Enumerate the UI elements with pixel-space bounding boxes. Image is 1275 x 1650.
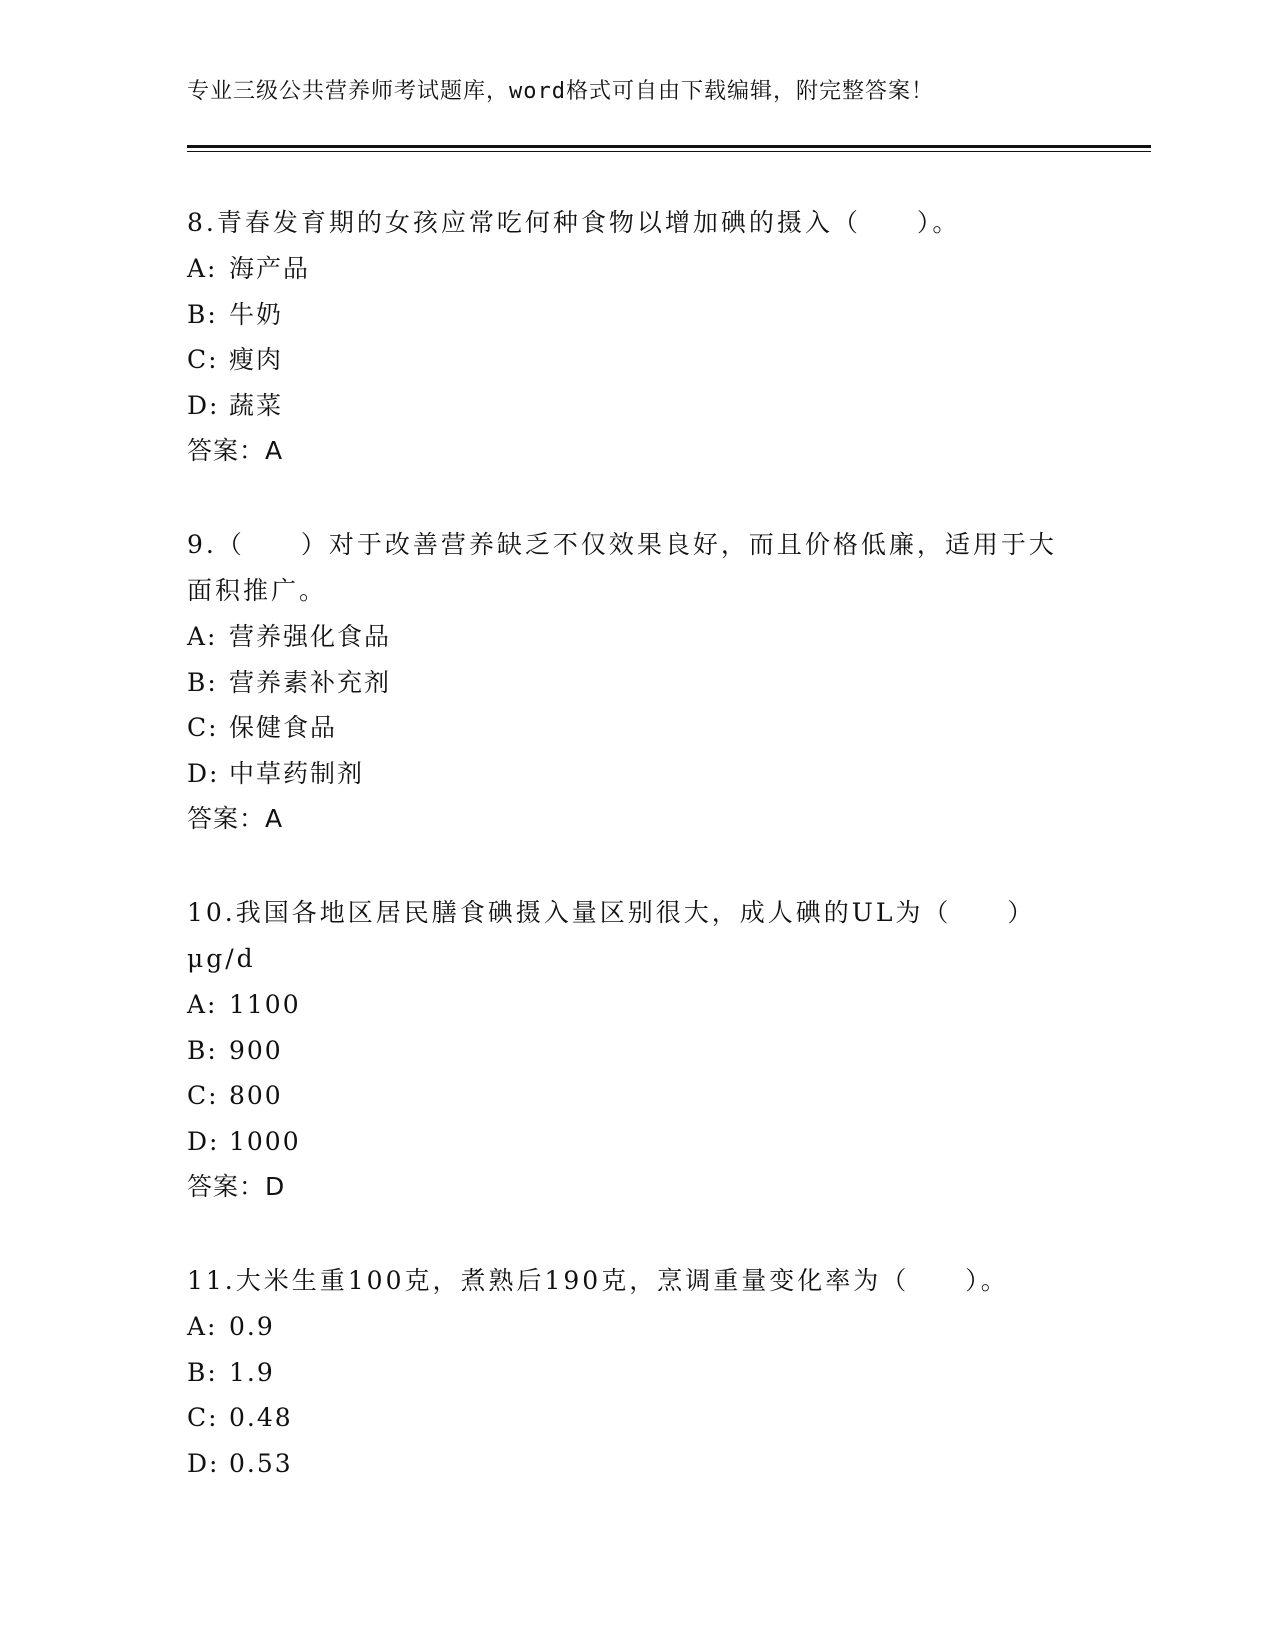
option-letter: C: (187, 713, 219, 742)
question-11 (187, 1258, 1067, 1486)
option-text: 中草药制剂 (229, 758, 365, 788)
header-rule-thick (187, 145, 1151, 148)
option-letter: A: (187, 622, 218, 651)
option-letter: C: (187, 1403, 219, 1432)
option-c (187, 337, 1067, 383)
option-letter: D: (187, 1126, 220, 1156)
option-b (187, 292, 1067, 338)
option-text: 1100 (229, 990, 301, 1019)
option-letter: D: (187, 758, 220, 788)
option-d (187, 383, 1067, 429)
option-letter: C: (187, 345, 219, 374)
option-letter: B: (187, 1357, 218, 1387)
question-8 (187, 200, 1067, 474)
option-text: 营养强化食品 (229, 622, 392, 651)
option-text: 蔬菜 (229, 390, 284, 420)
question-stem: 10.我国各地区居民膳食碘摄入量区别很大，成人碘的UL为（ ）μg/d (187, 898, 1036, 973)
option-letter: A: (187, 1312, 218, 1341)
option-d (187, 1119, 1067, 1165)
option-letter: B: (187, 667, 218, 697)
header-rule-thin (187, 151, 1151, 152)
option-text: 营养素补充剂 (229, 667, 392, 697)
option-letter: B: (187, 1035, 218, 1065)
option-text: 0.53 (229, 1448, 293, 1478)
option-text: 0.48 (229, 1403, 293, 1432)
option-text: 1000 (229, 1126, 301, 1156)
question-list (187, 200, 1067, 1534)
question-9 (187, 522, 1067, 842)
option-c (187, 1395, 1067, 1441)
option-b (187, 1350, 1067, 1396)
option-text: 1.9 (229, 1357, 275, 1387)
option-text: 0.9 (229, 1312, 275, 1341)
option-text: 900 (229, 1035, 283, 1065)
option-text: 牛奶 (229, 299, 284, 329)
answer-line: 答案：A (187, 436, 284, 465)
option-a (187, 614, 1067, 660)
option-b (187, 1028, 1067, 1074)
question-stem: 9.（ ）对于改善营养缺乏不仅效果良好，而且价格低廉，适用于大面积推广。 (187, 530, 1057, 605)
page-header: 专业三级公共营养师考试题库，word格式可自由下载编辑，附完整答案！ (187, 79, 934, 104)
answer-line: 答案：A (187, 804, 284, 833)
question-10 (187, 890, 1067, 1210)
answer-line: 答案：D (187, 1172, 286, 1201)
option-text: 瘦肉 (229, 345, 284, 374)
option-c (187, 705, 1067, 751)
question-stem: 8.青春发育期的女孩应常吃何种食物以增加碘的摄入（ ）。 (187, 208, 961, 237)
option-d (187, 751, 1067, 797)
option-c (187, 1073, 1067, 1119)
option-letter: D: (187, 1448, 220, 1478)
option-text: 海产品 (229, 254, 311, 283)
option-letter: D: (187, 390, 220, 420)
option-b (187, 660, 1067, 706)
option-a (187, 1304, 1067, 1350)
option-letter: C: (187, 1081, 219, 1110)
question-stem: 11.大米生重100克，煮熟后190克，烹调重量变化率为（ ）。 (187, 1266, 1009, 1295)
option-a (187, 982, 1067, 1028)
option-text: 保健食品 (229, 713, 338, 742)
option-letter: B: (187, 299, 218, 329)
option-d (187, 1441, 1067, 1487)
option-a (187, 246, 1067, 292)
option-text: 800 (229, 1081, 283, 1110)
option-letter: A: (187, 254, 218, 283)
option-letter: A: (187, 990, 218, 1019)
